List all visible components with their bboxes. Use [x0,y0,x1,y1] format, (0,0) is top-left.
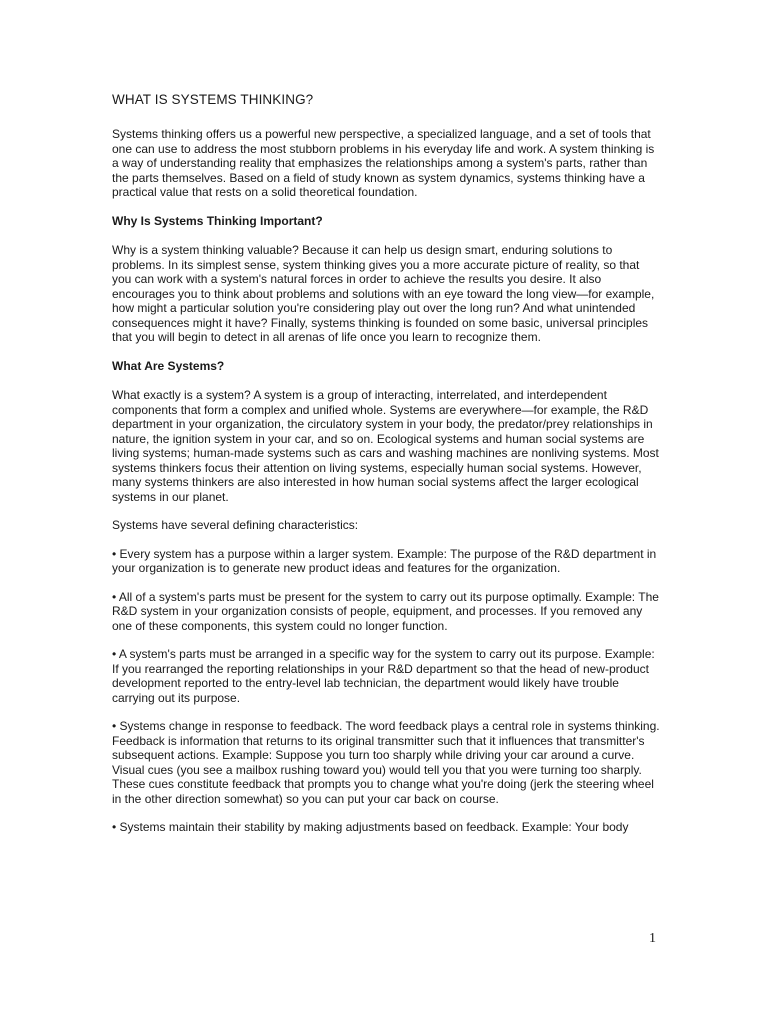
intro-paragraph: Systems thinking offers us a powerful new perspective, a specialized language, and a set of tools that one can use to address the most stubborn problems in his everyday life and work. A system thinking is a way of understanding reality that emphasizes the relationships among a system's parts, rather than the parts themselves. Based on a field of study known as system dynamics, systems thinking have a practical value that rests on a solid theoretical foundation. [112,127,655,199]
bullet-purpose: • Every system has a purpose within a larger system. Example: The purpose of the R&D department in your organization is to generate new product ideas and features for the organization. [112,546,657,575]
bullet-parts-arranged: • A system's parts must be arranged in a specific way for the system to carry out its purpose. Example: If you rearranged the reporting relationships in your R&D department so that the head of new-product development reported to the entry-level lab technician, the department would likely have trouble carrying out its purpose. [112,647,655,705]
document-title: WHAT IS SYSTEMS THINKING? [112,92,314,107]
bullet-feedback: • Systems change in response to feedback. The word feedback plays a central role in systems thinking. Feedback is information that returns to its original transmitter such that it influences that transmitter's subsequent actions. Example: Suppose you turn too sharply while driving your car around a curve. Visual cues (you see a mailbox rushing toward you) would tell you that you were turning too sharply. These cues constitute feedback that prompts you to change what you're doing (jerk the steering wheel in the other direction somewhat) so you can put your car back on course. [112,719,660,806]
systems-paragraph: What exactly is a system? A system is a group of interacting, interrelated, and interdependent components that form a complex and unified whole. Systems are everywhere—for example, the R&D department in your organization, the circulatory system in your body, the predator/prey relationships in nature, the ignition system in your car, and so on. Ecological systems and human social systems are living systems; human-made systems such as cars and washing machines are nonliving systems. Most systems thinkers focus their attention on living systems, especially human social systems. However, many systems thinkers are also interested in how human social systems affect the larger ecological systems in our planet. [112,388,659,504]
document-body [112,92,660,849]
section-heading-importance: Why Is Systems Thinking Important? [112,213,323,228]
bullet-stability: • Systems maintain their stability by making adjustments based on feedback. Example: Your body [112,820,629,834]
importance-paragraph: Why is a system thinking valuable? Because it can help us design smart, enduring solutions to problems. In its simplest sense, system thinking gives you a more accurate picture of reality, so that you can work with a system's natural forces in order to achieve the results you desire. It also encourages you to think about problems and solutions with an eye toward the long view—for example, how might a particular solution you're considering play out over the long run? And what unintended consequences might it have? Finally, systems thinking is founded on some basic, universal principles that you will begin to detect in all arenas of life once you learn to recognize them. [112,243,655,344]
characteristics-intro: Systems have several defining characteristics: [112,518,359,532]
section-heading-systems: What Are Systems? [112,358,225,373]
bullet-parts-present: • All of a system's parts must be present for the system to carry out its purpose optimally. Example: The R&D system in your organization consists of people, equipment, and processes. If you removed any one of these components, this system could no longer function. [112,589,659,633]
page-number: 1 [649,931,656,946]
